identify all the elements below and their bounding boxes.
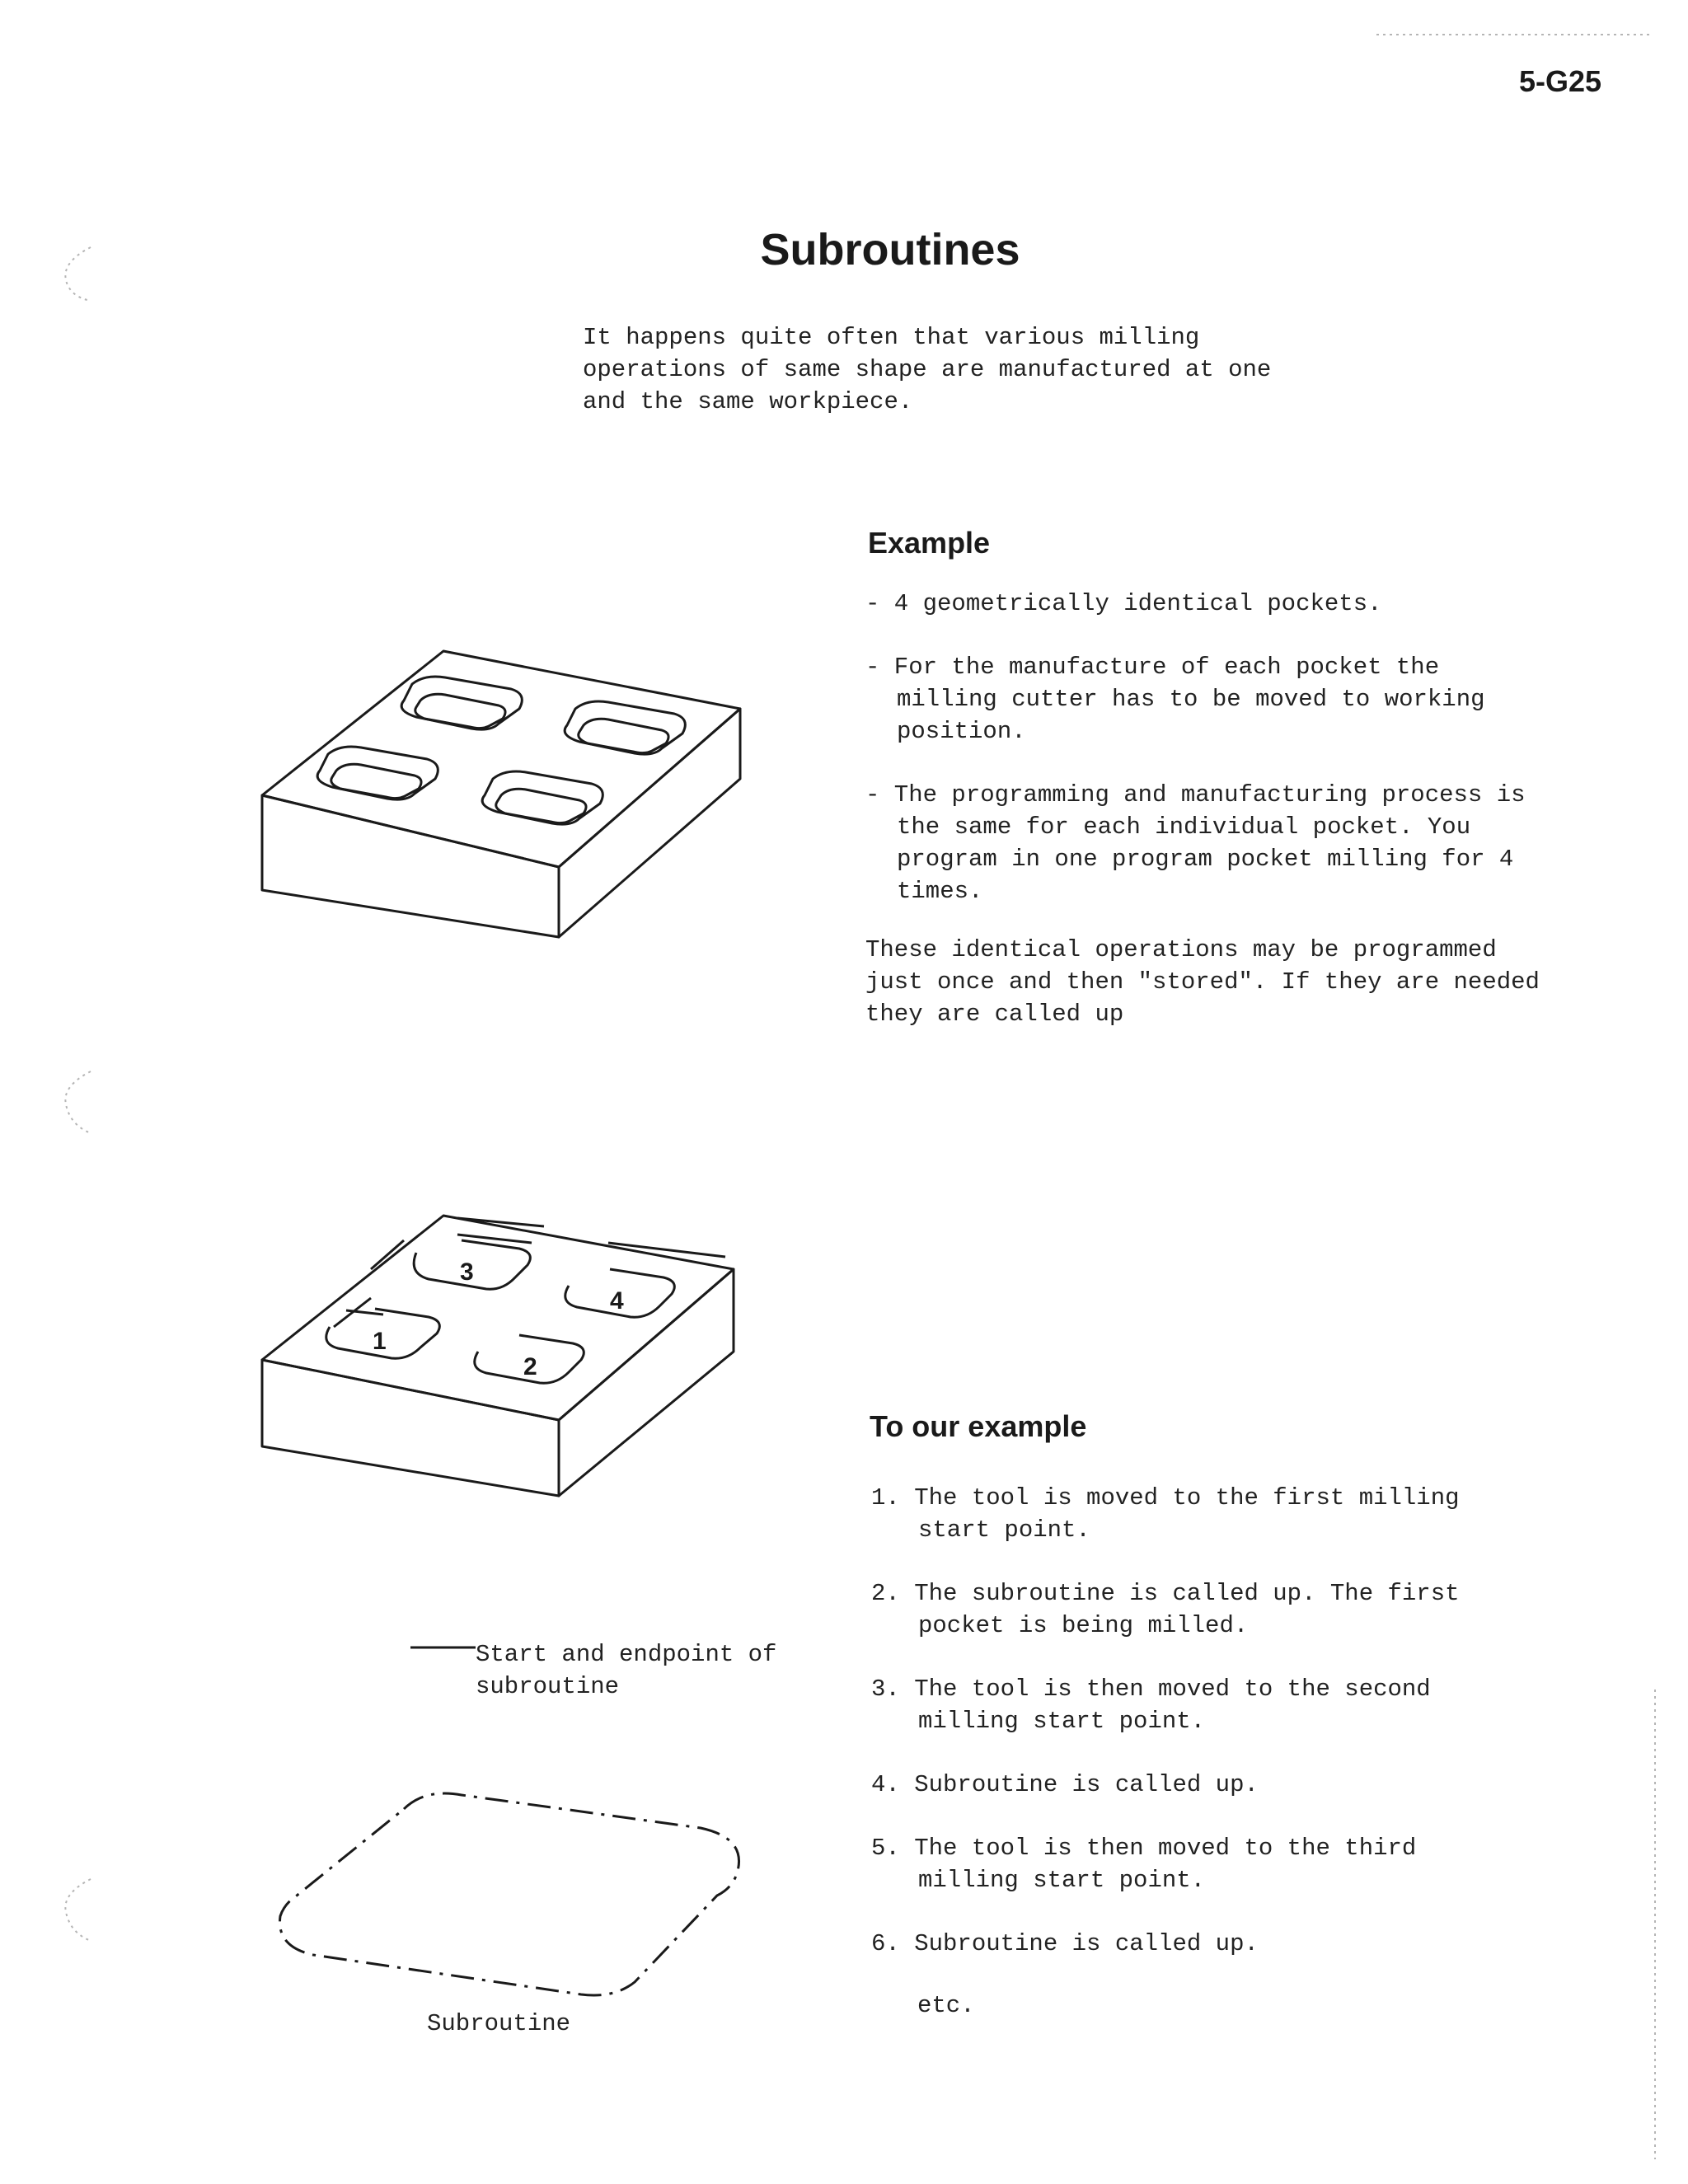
step-item: 1. The tool is moved to the first milling start point.: [871, 1484, 1460, 1544]
example-item: - The programming and manufacturing process is the same for each individual pocket. You program in one program pocket milling for 4 times.: [865, 781, 1526, 905]
page-number: 5-G25: [1518, 64, 1601, 98]
to-our-example-heading: To our example: [870, 1409, 1087, 1443]
block-side-face: [559, 1269, 734, 1496]
example-item: - 4 geometrically identical pockets.: [865, 590, 1382, 617]
example-item: - For the manufacture of each pocket the milling cutter has to be moved to working position.: [865, 654, 1485, 745]
pocket-number-4: 4: [610, 1287, 624, 1315]
block-front-face: [262, 1360, 559, 1496]
page-title: Subroutines: [760, 225, 1020, 274]
pocket-outline: [565, 701, 685, 754]
step-item: 4. Subroutine is called up.: [871, 1771, 1259, 1798]
example-note: These identical operations may be programmed just once and then "stored". If they are needed they are called up: [865, 936, 1540, 1028]
start-endpoint-label: Start and endpoint of subroutine: [476, 1641, 777, 1700]
pocket-outline: [482, 771, 603, 824]
scan-marks: [65, 35, 1655, 2159]
pocket-outline: [401, 677, 522, 729]
workpiece-figure-1: [262, 651, 740, 937]
pocket-number-3: 3: [460, 1258, 474, 1286]
pocket-outline: [317, 747, 438, 799]
subroutine-contour: [280, 1793, 739, 1995]
step-item: 6. Subroutine is called up.: [871, 1930, 1259, 1957]
step-item: 3. The tool is then moved to the second milling start point.: [871, 1675, 1431, 1735]
step-item: 5. The tool is then moved to the third milling start point.: [871, 1835, 1417, 1894]
workpiece-figure-2: [262, 1216, 734, 1496]
example-heading: Example: [868, 526, 991, 560]
pocket-number-2: 2: [523, 1353, 537, 1380]
subroutine-label: Subroutine: [427, 2010, 571, 2037]
steps-etc: etc.: [917, 1992, 975, 2019]
pocket-number-1: 1: [373, 1328, 387, 1355]
block-top-face: [262, 651, 740, 867]
step-item: 2. The subroutine is called up. The first pocket is being milled.: [871, 1580, 1460, 1639]
intro-text: It happens quite often that various milling operations of same shape are manufactured at one and the same workpiece.: [583, 324, 1272, 415]
pocket-numbers: [373, 1258, 624, 1380]
